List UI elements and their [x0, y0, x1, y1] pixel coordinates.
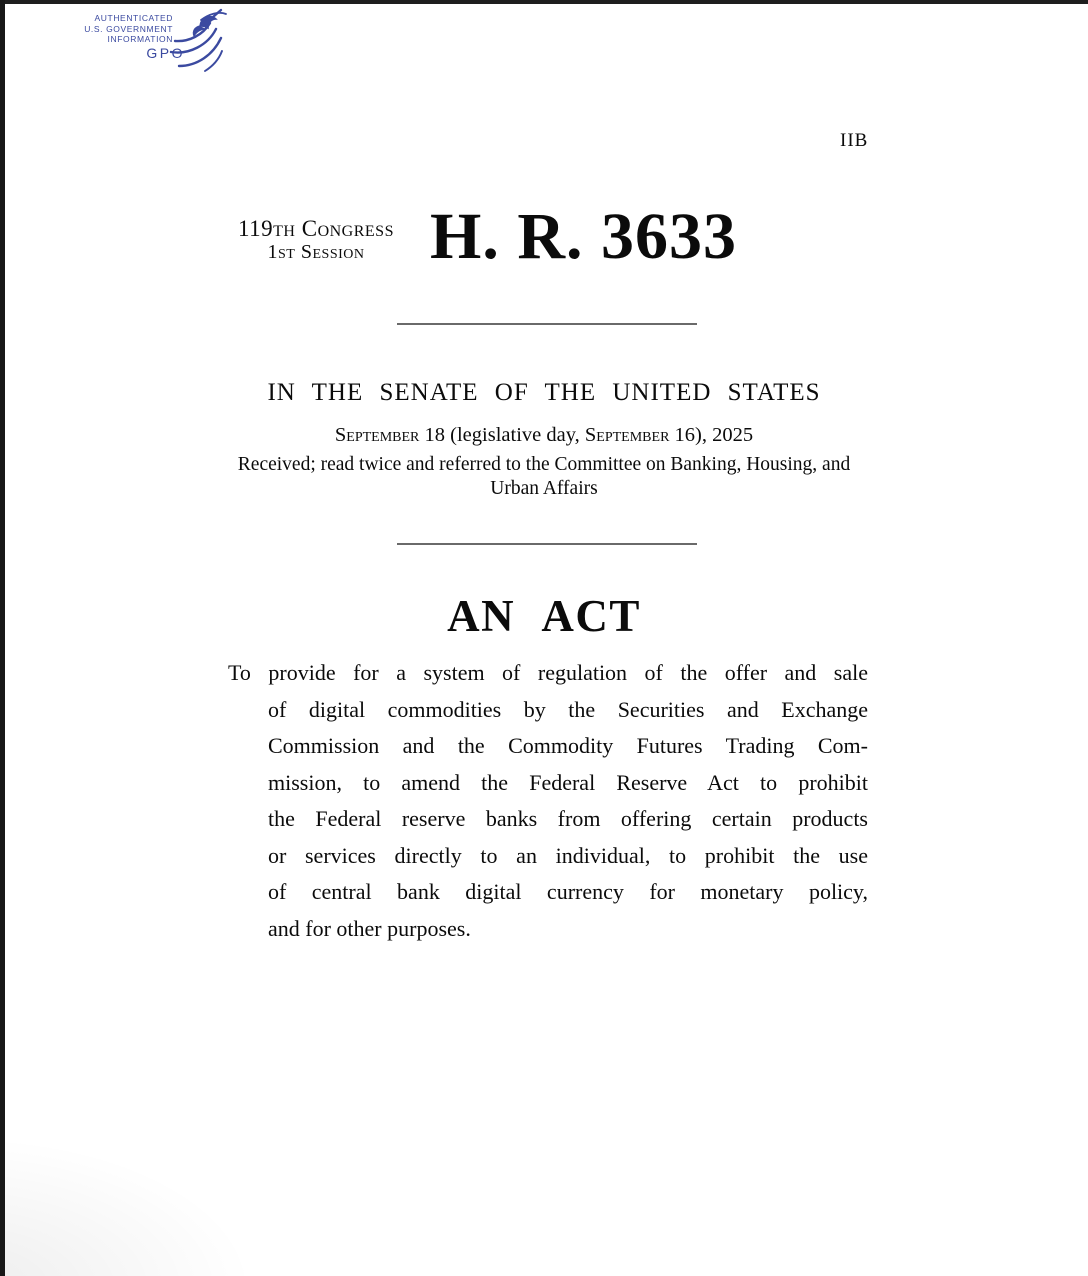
date-line: [0, 424, 1088, 447]
session-number: 1st Session: [267, 241, 365, 263]
gpo-stamp-line: INFORMATION: [107, 34, 173, 44]
act-long-title-line: of central bank digital currency for monetary policy,: [268, 879, 868, 904]
bill-number: H. R. 3633: [430, 200, 737, 273]
gpo-stamp-line: U.S. GOVERNMENT: [84, 23, 173, 34]
date-mid: 18 (legislative day,: [419, 424, 585, 446]
gpo-logo-text: GPO: [146, 45, 185, 61]
congress-session-block: [228, 217, 404, 263]
act-long-title-line: or services directly to an individual, to prohibit the use: [268, 842, 868, 868]
referral-line-2: Urban Affairs: [490, 478, 598, 499]
act-long-title-line: Commission and the Commodity Futures Trading Com-: [268, 733, 868, 758]
horizontal-rule-top: [397, 323, 697, 325]
act-long-title-line: To provide for a system of regulation of the offer and sale: [228, 660, 868, 685]
scan-edge-top: [0, 0, 1088, 4]
act-heading: AN ACT: [447, 591, 641, 641]
gpo-authentication-stamp: [84, 8, 225, 70]
chamber-heading: IN THE SENATE OF THE UNITED STATES: [267, 379, 821, 406]
act-long-title-line: and for other purposes.: [268, 915, 471, 941]
act-long-title-line: the Federal reserve banks from offering certain products: [268, 806, 868, 831]
date-month-2: September: [584, 424, 670, 446]
act-long-title-line: mission, to amend the Federal Reserve Act to prohibit: [268, 769, 868, 795]
act-long-title-line: of digital commodities by the Securities and Exchange: [268, 696, 868, 722]
gpo-stamp-text: [84, 13, 173, 45]
date-end: 16), 2025: [669, 424, 754, 446]
date-month-1: September: [334, 424, 420, 446]
congress-number: 119th Congress: [238, 216, 394, 241]
referral-text: [0, 453, 1088, 501]
gpo-eagle-icon: [163, 8, 229, 72]
act-long-title: [228, 655, 868, 947]
calendar-designation: IIB: [840, 130, 869, 151]
referral-line-1: Received; read twice and referred to the Committee on Banking, Housing, and: [237, 454, 851, 475]
horizontal-rule-bottom: [397, 543, 697, 545]
gpo-stamp-line: AUTHENTICATED: [94, 13, 173, 23]
